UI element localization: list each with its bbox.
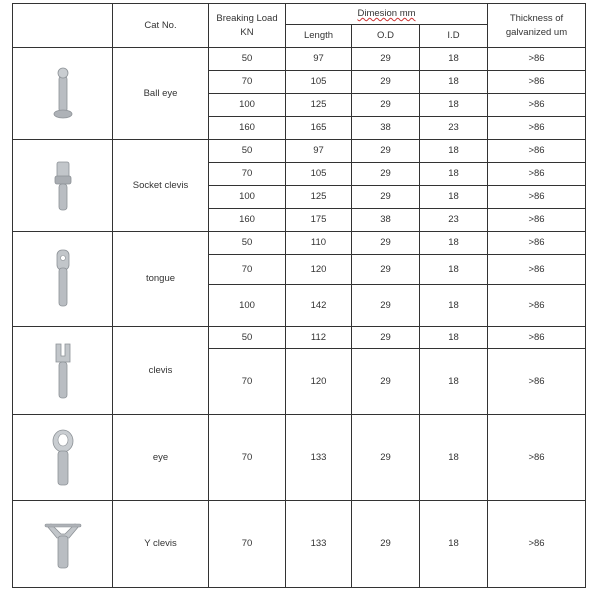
thickness-cell: >86: [488, 285, 586, 327]
od-cell: 29: [352, 415, 420, 501]
breaking-load-cell: 100: [209, 186, 286, 209]
breaking-load-cell: 70: [209, 255, 286, 285]
table-row: [13, 415, 586, 501]
od-header: O.D: [352, 25, 420, 48]
product-name-cell: eye: [113, 415, 209, 501]
od-cell: 38: [352, 117, 420, 140]
thickness-cell: >86: [488, 349, 586, 415]
thickness-cell: >86: [488, 415, 586, 501]
id-cell: 23: [420, 209, 488, 232]
spec-table: [12, 3, 586, 588]
length-cell: 112: [286, 327, 352, 349]
table-row: [13, 232, 586, 255]
length-cell: 125: [286, 94, 352, 117]
y-clevis-fitting-icon: [13, 501, 113, 588]
ball-eye-fitting-icon: [13, 48, 113, 140]
od-cell: 29: [352, 140, 420, 163]
image-header-cell: [13, 4, 113, 48]
breaking-load-cell: 50: [209, 140, 286, 163]
thickness-cell: >86: [488, 209, 586, 232]
breaking-load-cell: 70: [209, 415, 286, 501]
id-cell: 18: [420, 163, 488, 186]
od-cell: 29: [352, 255, 420, 285]
thickness-cell: >86: [488, 232, 586, 255]
breaking-load-cell: 160: [209, 209, 286, 232]
od-cell: 29: [352, 48, 420, 71]
socket-clevis-fitting-icon: [13, 140, 113, 232]
id-cell: 18: [420, 349, 488, 415]
id-cell: 18: [420, 140, 488, 163]
product-name-cell: tongue: [113, 232, 209, 327]
od-cell: 29: [352, 71, 420, 94]
id-cell: 23: [420, 117, 488, 140]
od-cell: 38: [352, 209, 420, 232]
breaking-load-cell: 70: [209, 349, 286, 415]
length-cell: 97: [286, 140, 352, 163]
length-cell: 175: [286, 209, 352, 232]
od-cell: 29: [352, 232, 420, 255]
od-cell: 29: [352, 186, 420, 209]
dimension-header: [286, 4, 488, 25]
breaking-load-cell: 100: [209, 94, 286, 117]
length-cell: 120: [286, 255, 352, 285]
eye-fitting-icon: [13, 415, 113, 501]
thickness-cell: >86: [488, 186, 586, 209]
product-name-cell: Socket clevis: [113, 140, 209, 232]
od-cell: 29: [352, 94, 420, 117]
length-header: Length: [286, 25, 352, 48]
id-cell: 18: [420, 94, 488, 117]
id-cell: 18: [420, 255, 488, 285]
spec-table-body: [13, 48, 586, 588]
id-cell: 18: [420, 186, 488, 209]
length-cell: 105: [286, 71, 352, 94]
length-cell: 133: [286, 501, 352, 588]
length-cell: 125: [286, 186, 352, 209]
product-name-cell: Ball eye: [113, 48, 209, 140]
od-cell: 29: [352, 285, 420, 327]
length-cell: 97: [286, 48, 352, 71]
breaking-load-cell: 50: [209, 232, 286, 255]
table-row: [13, 140, 586, 163]
breaking-load-cell: 70: [209, 163, 286, 186]
thickness-header: [488, 4, 586, 48]
breaking-load-header: [209, 4, 286, 48]
thickness-cell: >86: [488, 140, 586, 163]
od-cell: 29: [352, 349, 420, 415]
thickness-label-line1: Thickness of: [509, 12, 564, 24]
length-cell: 133: [286, 415, 352, 501]
thickness-cell: >86: [488, 163, 586, 186]
thickness-cell: >86: [488, 255, 586, 285]
id-cell: 18: [420, 327, 488, 349]
thickness-label-line2: galvanized um: [505, 26, 568, 38]
length-cell: 110: [286, 232, 352, 255]
od-cell: 29: [352, 163, 420, 186]
od-cell: 29: [352, 501, 420, 588]
breaking-load-cell: 100: [209, 285, 286, 327]
id-cell: 18: [420, 48, 488, 71]
breaking-load-label: Breaking Load: [216, 12, 278, 24]
breaking-load-cell: 70: [209, 501, 286, 588]
id-cell: 18: [420, 285, 488, 327]
breaking-load-cell: 50: [209, 48, 286, 71]
id-cell: 18: [420, 415, 488, 501]
clevis-fitting-icon: [13, 327, 113, 415]
breaking-load-cell: 70: [209, 71, 286, 94]
id-header: I.D: [420, 25, 488, 48]
thickness-cell: >86: [488, 94, 586, 117]
length-cell: 105: [286, 163, 352, 186]
thickness-cell: >86: [488, 117, 586, 140]
breaking-load-cell: 160: [209, 117, 286, 140]
length-cell: 120: [286, 349, 352, 415]
breaking-load-cell: 50: [209, 327, 286, 349]
table-row: [13, 501, 586, 588]
length-cell: 165: [286, 117, 352, 140]
thickness-cell: >86: [488, 71, 586, 94]
dimension-label: Dimesion mm: [357, 8, 416, 19]
tongue-fitting-icon: [13, 232, 113, 327]
id-cell: 18: [420, 232, 488, 255]
product-name-cell: Y clevis: [113, 501, 209, 588]
table-row: [13, 327, 586, 349]
id-cell: 18: [420, 71, 488, 94]
thickness-cell: >86: [488, 501, 586, 588]
thickness-cell: >86: [488, 327, 586, 349]
table-row: [13, 48, 586, 71]
thickness-cell: >86: [488, 48, 586, 71]
breaking-load-unit: KN: [240, 26, 254, 38]
cat-no-header: Cat No.: [113, 4, 209, 48]
id-cell: 18: [420, 501, 488, 588]
od-cell: 29: [352, 327, 420, 349]
product-name-cell: clevis: [113, 327, 209, 415]
length-cell: 142: [286, 285, 352, 327]
